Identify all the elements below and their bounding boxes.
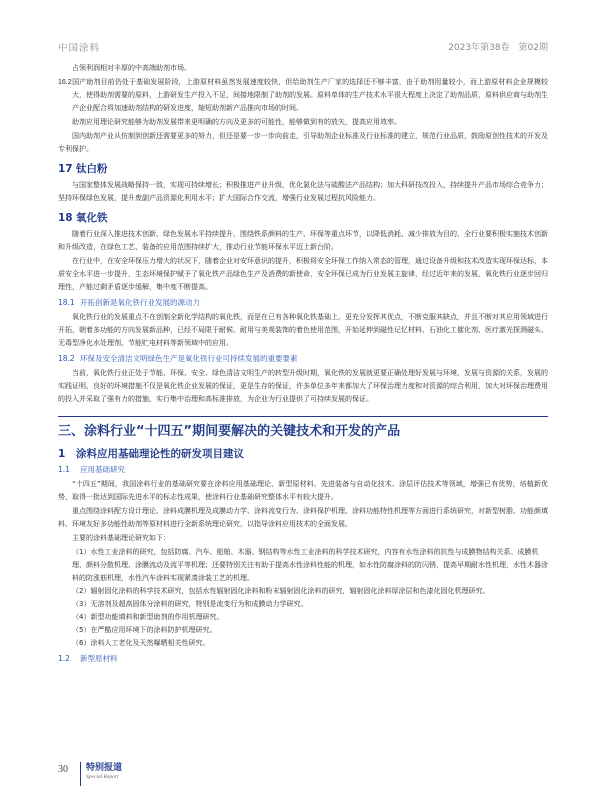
paragraph: 与国家整体发展战略保持一致，实现可持续增长；积极推进产业升级，优化氯化法与硫酸法产品结构；加大科研技改投入，持续提升产品市场综合竞争力；坚持环保绿色发展，提升废副产品资源化利用水平；扩大国际合作交流，增强行业发展过程抗风险能力。 (58, 181, 548, 202)
heading-text: 环保及安全清洁文明绿色生产是氧化铁行业可持续发展的重要要素 (80, 354, 298, 363)
paragraph: 当前，氧化铁行业正处于节能、环保、安全、绿色清洁文明生产的转型升级时期，氧化铁的发展就更要正确处理好发展与环境、发展与资源的关系，发展的实践证明，良好的环境措施不仅是氧化铁企业发展的保证，更是生存的保证，许多单位多年来都加大了环保治理力度和对资源的综合利用，加大对环保治理费用的投入并采取了强有力的措施，实行集中治理和高标准排放，为企业为行业提供了可持续发展的保证。 (58, 369, 548, 403)
heading-text: 新型原材料 (80, 654, 118, 663)
paragraph: 占领利润相对丰厚的中高端助剂市场。 (72, 64, 191, 72)
heading-18-2 (58, 353, 548, 365)
heading-text: 钛白粉 (76, 163, 108, 175)
heading-17 (58, 162, 548, 176)
section-title: 三、涂料行业“十四五”期间要解决的关键技术和开发的产品 (58, 416, 548, 441)
paragraph: “十四五”期间，我国涂料行业的基础研究要在涂料应用基础理论、新型原材料、先进装备与自动化技术、涂层评估技术等领域，增强已有优势，培植新优势，取得一批达到国际先进水平的标志性成果，使涂料行业基础研究整体水平有较大提升。 (58, 480, 548, 501)
heading-text: 应用基础研究 (80, 465, 125, 474)
section-label: 特别报道 (86, 763, 123, 773)
heading-text: 开拓创新是氧化铁行业发展的源动力 (80, 298, 200, 307)
paragraph-number: 16.2 (58, 79, 72, 86)
paragraph: 国内助剂产业从仿制到创新还需要更多的努力，但还是要一步一步向前走，引导助剂企业标准及行业标准的建立，规范行业品质，鼓励原创性技术的开发及专利保护。 (58, 132, 548, 153)
paragraph: 重点围绕涂料配方设计理论、涂料成膜机理及成膜动力学、涂料流变行为、涂料保护机理、涂料功能特性机理等方面进行系统研究，对新型树脂、功能颜填料、环境友好多功能性助剂等原材料进行全新系统理论研究，以指导涂料应用技术的全面发展。 (58, 507, 548, 528)
article-body (58, 62, 548, 667)
paragraph: 氧化铁行业的发展重点不在创制全新化学结构的氧化铁，而是在已有各种氧化铁基础上，更充分发挥其优点，不断克服其缺点，并且不断对其应用领域进行开拓，朝着多功能的方向发展新品种，已经不局限于耐候、耐用与美观装饰的着色使用范围，开始延伸到磁性记忆材料、石油化工催化剂、医疗激光探测磁头、无毒型净化水处理剂、节能贮电材料等新领域中的应用。 (58, 313, 548, 347)
heading-text: 涂料应用基础理论性的研发项目建议 (76, 448, 244, 460)
page-number: 30 (58, 764, 68, 775)
paragraph: 随着行业深入推进技术创新、绿色发展水平持续提升，围绕铁系颜料的生产、环保等重点环节，以降低消耗、减少排放为目的，全行业要积极实施技术创新和升级改造，在绿色工艺、装备的应用范围持续扩大，推动行业节能环保水平迈上新台阶。 (58, 230, 548, 251)
list-item: （6）涂料人工老化及天然曝晒相关性研究。 (72, 639, 210, 647)
heading-number: 1 (58, 448, 66, 460)
heading-18-1 (58, 297, 548, 309)
heading-1-2 (58, 653, 548, 665)
numbered-paragraph-16-2 (58, 76, 548, 115)
page-header (58, 40, 548, 54)
heading-1-1 (58, 464, 548, 476)
list-item: （3）无溶剂及超高固体分涂料的研究，特别是流变行为和成膜动力学研究。 (72, 600, 308, 608)
footer-divider (80, 762, 81, 786)
list-item: （1）水性工业涂料的研究，包括防腐、汽车、船舶、木器、钢结构等水性工业涂料的科学技术研究，内容有水性涂料的抗性与成膜物结构关系、成膜机理、颜料分散机理、涂膜流动及流平等机理；还要特别关注有助于提高水性涂料性能的机理，如水性防腐涂料的防闪锈，提高早期耐水性机理，水性木器涂料的防涨筋机理，水性汽车涂料实现紧凑涂装工艺的机理。 (72, 548, 548, 582)
list-item: （4）新型功能填料和新型助剂的作用机理研究。 (72, 613, 224, 621)
heading-number: 18 (58, 212, 73, 224)
heading-number: 17 (58, 163, 73, 175)
journal-name: 中国涂料 (58, 43, 101, 54)
heading-number: 1.1 (58, 465, 70, 474)
heading-18 (58, 211, 548, 225)
issue-info: 2023年第38卷 第02期 (448, 43, 548, 53)
section-label-en: Special Report (86, 774, 119, 780)
paragraph: 在行业中，在安全环保压力增大的状况下，随着企业对安环意识的提升，积极将安全环保工作纳入常态的管理，通过设备升级和技术改造实现环保达标，本质安全水平进一步提升，生态环境保护赋予了氧化铁产品绿色生产及消费的新使命，安全环保已成为行业发展主旋律，经过近年来的发展，氧化铁行业逐步回归理性，产能过剩矛盾逐步缓解，集中度不断提高。 (58, 257, 548, 291)
paragraph-text: 国产助剂目前仍处于基础发展阶段，上游原材料虽然发展速度较快，但给助剂生产厂家的选择还不够丰富，由于助剂用量较小，而上游原材料企业规模较大，使得助剂需要的原料，上游研发生产投入不足，间接地限制了助剂的发展。原料单体的生产技术水平很大程度上决定了助剂品质，原料供应商与助剂生产企业配合将加速助剂结构的研发进度，缩短助剂新产品推向市场的时间。 (72, 78, 548, 112)
paragraph: 助剂应用理论研究能够为助剂发展带来更明确的方向及更多的可能性，能够做到有的放矢，提高应用效率。 (72, 118, 401, 126)
heading-1 (58, 447, 548, 461)
heading-number: 18.2 (58, 354, 75, 363)
list-item: （2）辐射固化涂料的科学技术研究，包括水性辐射固化涂料和粉末辐射固化涂料的研究，辐射固化涂料厚涂层和色漆化固化机理研究。 (72, 587, 490, 595)
heading-text: 氧化铁 (76, 212, 108, 224)
list-item: （5）在严酷应用环境下的涂料防护机理研究。 (72, 626, 217, 634)
heading-number: 1.2 (58, 654, 70, 663)
heading-number: 18.1 (58, 298, 75, 307)
paragraph: 主要的涂料基础理论研究如下： (72, 534, 170, 542)
